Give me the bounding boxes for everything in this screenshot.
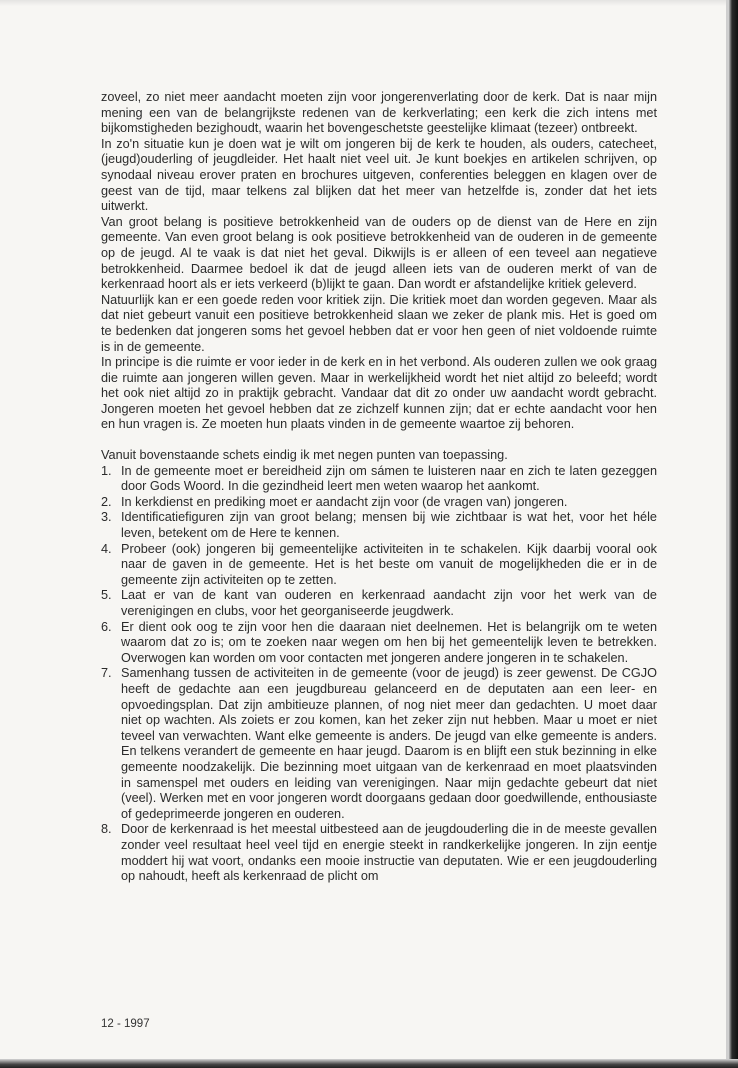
paragraph: Natuurlijk kan er een goede reden voor kritiek zijn. Die kritiek moet dan worden gegeven. Maar als dat niet gebeurt vanuit een positieve betrokkenheid slaan we zeker de plank mis. Het is goed om te bedenken dat jongeren soms het gevoel hebben dat er voor hen geen of niet voldoende ruimte is in de gemeente. bbox=[101, 292, 657, 354]
list-text: In de gemeente moet er bereidheid zijn om sámen te luisteren naar en zich te laten gezeggen door Gods Woord. In die gezindheid leert men weten waarop het aankomt. bbox=[121, 463, 657, 494]
list-item bbox=[101, 495, 657, 511]
list-number: 1. bbox=[101, 463, 112, 478]
page-top-shade bbox=[0, 0, 726, 6]
list-text: In kerkdienst en prediking moet er aandacht zijn voor (de vragen van) jongeren. bbox=[121, 494, 568, 509]
list-number: 6. bbox=[101, 619, 112, 634]
list-number: 4. bbox=[101, 541, 112, 556]
list-item bbox=[101, 666, 657, 822]
list-text: Door de kerkenraad is het meestal uitbesteed aan de jeugdouderling die in de meeste gevallen zonder veel resultaat heel veel tijd en energie steekt in randkerkelijke jongeren. In zijn eentje moddert hij wat voort, ondanks een mooie instructie van deputaten. Wie er een jeugdouderling op nahoudt, heeft als kerkenraad de plicht om bbox=[121, 822, 657, 884]
points-intro: Vanuit bovenstaande schets eindig ik met negen punten van toepassing. bbox=[101, 448, 508, 463]
paragraph: Van groot belang is positieve betrokkenheid van de ouders op de dienst van de Here en zijn gemeente. Van even groot belang is ook positieve betrokkenheid van de ouderen in de gemeente op de jeugd. Al te vaak is dat niet het geval. Dikwijls is er alleen of een teveel aan negatieve betrokkenheid. Daarmee bedoel ik dat de jeugd alleen iets van de ouderen merkt of van de kerkenraad hoort als er iets verkeerd (b)lijkt te gaan. Dan wordt er afstandelijke kritiek geleverd. bbox=[101, 214, 657, 292]
list-item bbox=[101, 588, 657, 619]
list-item bbox=[101, 620, 657, 667]
list-number: 2. bbox=[101, 494, 112, 509]
list-number: 5. bbox=[101, 588, 112, 603]
list-number: 8. bbox=[101, 822, 112, 837]
list-item bbox=[101, 822, 657, 884]
list-number: 3. bbox=[101, 510, 112, 525]
page-footer: 12 - 1997 bbox=[101, 1018, 150, 1030]
paragraph: zoveel, zo niet meer aandacht moeten zijn voor jongerenverlating door de kerk. Dat is naar mijn mening een van de belangrijkste redenen van de kerkverlating; een kerk die zich intens met bijkomstigheden bezighoudt, waarin het bovengeschetste geestelijke klimaat (tezeer) ontbreekt. bbox=[101, 90, 657, 136]
page-bottom-edge bbox=[0, 1059, 738, 1068]
paragraph: In principe is die ruimte er voor ieder in de kerk en in het verbond. Als ouderen zullen we ook graag die ruimte aan jongeren willen geven. Maar in werkelijkheid wordt het niet altijd zo beleefd; wordt het ook niet altijd zo in praktijk gebracht. Vandaar dat dit zo onder uw aandacht wordt gebracht. Jongeren moeten het gevoel hebben dat ze zichzelf kunnen zijn; dat er echte aandacht voor hen en hun vragen is. Ze moeten hun plaats vinden in de gemeente waartoe zij behoren. bbox=[101, 355, 657, 432]
list-item bbox=[101, 542, 657, 589]
body-text bbox=[101, 90, 657, 885]
paragraph: In zo'n situatie kun je doen wat je wilt om jongeren bij de kerk te houden, als ouders, catecheet, (jeugd)ouderling of jeugdleider. Het haalt niet veel uit. Je kunt boekjes en artikelen schrijven, op synodaal niveau erover praten en brochures uitgeven, conferenties beleggen en klagen over de geest van de tijd, maar telkens zal blijken dat het meer van hetzelfde is, zonder dat het iets uitwerkt. bbox=[101, 136, 657, 214]
points-list bbox=[101, 464, 657, 885]
page-right-edge bbox=[728, 0, 738, 1068]
list-text: Samenhang tussen de activiteiten in de gemeente (voor de jeugd) is zeer gewenst. De CGJO heeft de gedachte aan een jeugdbureau gelanceerd en de deputaten aan een leer- en opvoedingsplan. Dat zijn ambitieuze plannen, of nog niet meer dan gedachten. U moet daar niet op wachten. Als zoiets er zou komen, kan het zeker zijn nut hebben. Maar u moet er niet teveel van verwachten. Want elke gemeente is anders. De jeugd van elke gemeente is anders. En telkens verandert de gemeente en haar jeugd. Daarom is en blijft een stuk bezinning in elke gemeente noodzakelijk. Die bezinning moet uitgaan van de kerkenraad en moet plaatsvinden in samenspel met ouders en leiding van verenigingen. Naar mijn gedachte gebeurt dat niet (veel). Werken met en voor jongeren wordt doorgaans gedaan door goedwillende, enthousiaste of gedeprimeerde jongeren en ouderen. bbox=[121, 666, 657, 821]
list-text: Probeer (ook) jongeren bij gemeentelijke activiteiten in te schakelen. Kijk daarbij vooral ook naar de gaven in de gemeente. Het is het beste om vanuit de mogelijkheden die er in de gemeente zijn activiteiten op te zetten. bbox=[121, 541, 657, 587]
list-item bbox=[101, 464, 657, 495]
list-item bbox=[101, 510, 657, 541]
list-text: Laat er van de kant van ouderen en kerkenraad aandacht zijn voor het werk van de verenigingen en clubs, voor het georganiseerde jeugdwerk. bbox=[121, 588, 657, 618]
list-text: Er dient ook oog te zijn voor hen die daaraan niet deelnemen. Het is belangrijk om te weten waarom dat zo is; om te zoeken naar wegen om hen bij het gemeentelijk leven te betrekken. Overwogen kan worden om voor contacten met jongeren andere jongeren in te schakelen. bbox=[121, 619, 657, 665]
list-number: 7. bbox=[101, 666, 112, 681]
list-text: Identificatiefiguren zijn van groot belang; mensen bij wie zichtbaar is wat het, voor het héle leven, betekent om de Here te kennen. bbox=[121, 510, 657, 541]
